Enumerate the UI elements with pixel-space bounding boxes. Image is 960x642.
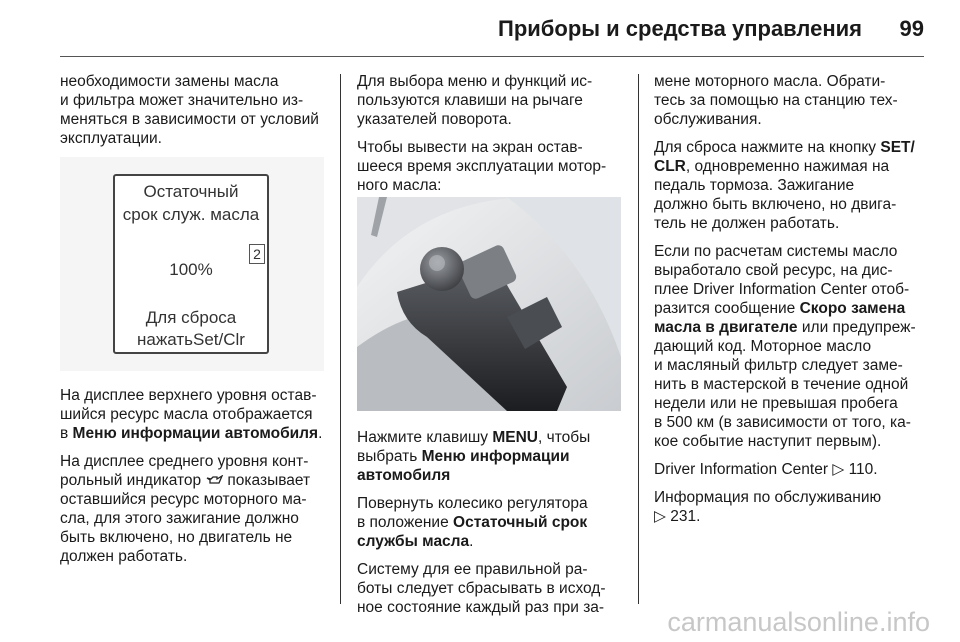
text-line [357,447,629,466]
intro-paragraph [60,72,330,148]
text-line [654,318,929,337]
oil-can-icon [206,472,228,488]
menu-item-bold: службы масла [357,533,470,550]
text-line: в 500 км (в зависимости от того, ка- [654,414,911,431]
lcd-reset-line-1: Для сброса [145,308,237,327]
text-fragment: Driver Information Center [654,461,829,478]
text-line: выработало свой ресурс, на дис- [654,262,893,279]
oil-life-display-figure [60,157,324,371]
text-line: недели или не превышая пробега [654,395,898,412]
text-fragment: разится сообщение [654,300,796,317]
text-line [357,532,629,551]
service-reference[interactable] [654,488,929,526]
text-fragment: , чтобы [538,429,591,446]
text-line [357,466,629,485]
set-clr-key-bold: SET/ [880,139,915,156]
text-line: указателей поворота. [357,111,512,128]
text-line: должен работать. [60,548,188,565]
text-line [654,507,929,526]
lcd-line-2: срок служ. масла [122,205,260,224]
reset-paragraph [654,138,929,233]
text-line: обслуживания. [654,111,762,128]
text-line: шийся ресурс масла отображается [60,406,313,423]
lcd-percent: 100% [169,260,213,279]
text-line: должно быть включено, но двига- [654,196,897,213]
text-line: На дисплее среднего уровня конт- [60,453,309,470]
text-line: и масляный фильтр следует заме- [654,357,903,374]
text-line [654,299,929,318]
menu-name-bold: Меню информации [421,448,570,465]
text-fragment: выбрать [357,448,418,465]
text-line: тесь за помощью на станцию тех- [654,92,898,109]
text-line [654,138,929,157]
page-number: 99 [899,16,924,41]
lcd-page-indicator: 2 [249,244,265,264]
lcd-line-1: Остаточный [143,182,239,201]
text-line: ного масла: [357,177,442,194]
text-fragment: . [469,533,474,550]
warning-paragraph [654,242,929,451]
text-line: педаль тормоза. Зажигание [654,177,855,194]
turn-signal-lever-photo [357,197,621,411]
text-line: плее Driver Information Center отоб- [654,281,910,298]
press-menu-paragraph [357,428,629,485]
page-header-title: Приборы и средства управления [498,16,862,41]
menu-name-bold: Меню информации автомобиля [72,425,319,442]
text-fragment: показывает [227,472,311,489]
text-line: быть включено, но двигатель не [60,529,293,546]
dic-reference[interactable] [654,460,929,479]
page-ref-icon: ▷ [832,461,845,478]
text-fragment: или предупреж- [801,319,916,336]
text-fragment: . [318,425,323,442]
text-line: ное состояние каждый раз при за- [357,599,605,616]
column-1-lower [60,386,332,575]
set-clr-key-bold: CLR [654,158,686,175]
display-instruction-paragraph [357,138,627,195]
text-line: оставшийся ресурс моторного ма- [60,491,307,508]
message-bold: масла в двигателе [654,319,798,336]
text-line [60,424,332,443]
text-line: эксплуатации. [60,130,162,147]
column-2 [357,72,627,204]
header-rule [60,56,924,57]
mid-level-paragraph [60,452,332,566]
oil-change-paragraph [654,72,929,129]
message-bold: Скоро замена [799,300,906,317]
system-reset-paragraph [357,560,629,617]
text-line: нить в мастерской в течение одной [654,376,909,393]
turn-wheel-paragraph [357,494,629,551]
page-ref-number: 231. [670,508,701,525]
text-line: необходимости замены масла [60,73,279,90]
text-line: Повернуть колесико регулятора [357,495,588,512]
text-fragment: , одновременно нажимая на [685,158,890,175]
lcd-reset-line-2: нажатьSet/Clr [137,330,245,349]
column-2-lower [357,428,629,626]
text-line: Если по расчетам системы масло [654,243,898,260]
column-divider-1 [340,74,341,604]
menu-keys-paragraph [357,72,627,129]
watermark: carmanualsonline.info [667,607,930,637]
column-1 [60,72,330,157]
text-line: тель не должен работать. [654,215,840,232]
text-fragment: рольный индикатор [60,472,202,489]
text-line: Чтобы вывести на экран остав- [357,139,583,156]
menu-key-bold: MENU [492,429,538,446]
text-line: кое событие наступит первым). [654,433,882,450]
text-fragment: Для сброса нажмите на кнопку [654,139,877,156]
text-line: и фильтра может значительно из- [60,92,304,109]
text-line [654,157,929,176]
text-line: мене моторного масла. Обрати- [654,73,886,90]
text-line: меняться в зависимости от условий [60,111,319,128]
text-line: боты следует сбрасывать в исход- [357,580,606,597]
text-fragment: в положение [357,514,449,531]
text-line [60,471,332,490]
instrument-lcd [113,174,269,354]
column-3 [654,72,929,535]
upper-level-paragraph [60,386,332,443]
text-line: шееся время эксплуатации мотор- [357,158,607,175]
text-line: Информация по обслуживанию [654,489,882,506]
text-line [357,428,629,447]
page-ref-number: 110. [848,461,878,478]
menu-name-bold: автомобиля [357,467,451,484]
text-line: дающий код. Моторное масло [654,338,872,355]
page-ref-icon: ▷ [654,508,666,525]
text-line: пользуются клавиши на рычаге [357,92,583,109]
column-divider-2 [638,74,639,604]
text-line [357,513,629,532]
menu-item-bold: Остаточный срок [453,514,588,531]
text-line: Систему для ее правильной ра- [357,561,588,578]
text-fragment: Нажмите клавишу [357,429,489,446]
text-line: Для выбора меню и функций ис- [357,73,593,90]
text-line: На дисплее верхнего уровня остав- [60,387,317,404]
text-line: сла, для этого зажигание должно [60,510,299,527]
text-fragment: в [60,425,69,442]
